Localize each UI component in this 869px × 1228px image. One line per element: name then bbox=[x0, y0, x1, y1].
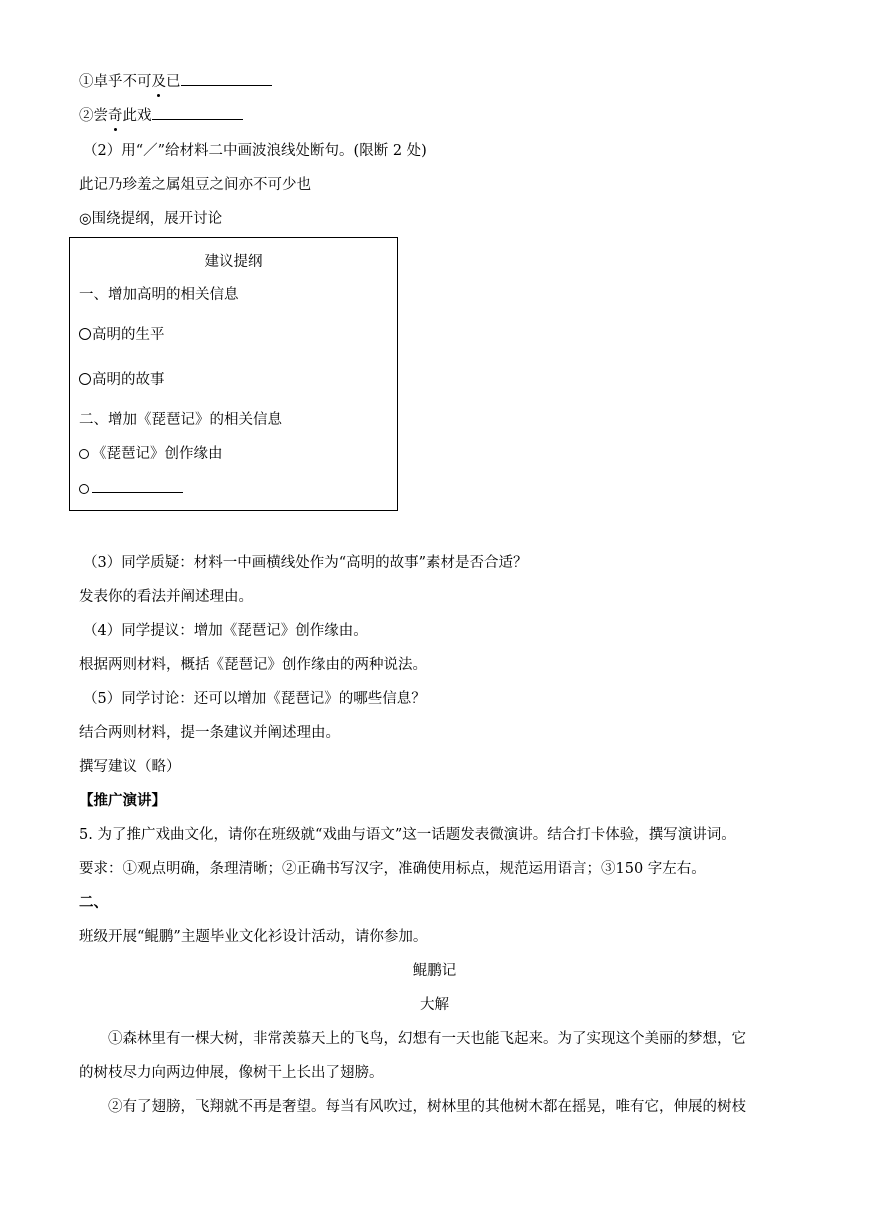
vocab-item-2-pre: ②尝 bbox=[79, 108, 108, 124]
emphasis-dot-char: 奇 bbox=[108, 108, 123, 124]
activity-intro: 班级开展“鲲鹏”主题毕业文化衫设计活动，请你参加。 bbox=[79, 929, 428, 945]
outline-item-1-label: 高明的生平 bbox=[92, 327, 165, 343]
question-5-task: 结合两则材料，提一条建议并阐述理由。 bbox=[79, 725, 340, 741]
promo-heading: 【推广演讲】 bbox=[79, 792, 166, 809]
vocab-item-1-post: 已 bbox=[166, 74, 181, 90]
question-2-prompt: （2）用“／”给材料二中画波浪线处断句。(限断 2 处) bbox=[83, 143, 427, 159]
answer-blank[interactable] bbox=[152, 105, 243, 120]
answer-blank[interactable] bbox=[92, 478, 183, 493]
story-author: 大解 bbox=[420, 997, 449, 1013]
vocab-item-1-pre: ①卓乎不可 bbox=[79, 74, 152, 90]
vocab-item-1 bbox=[79, 71, 272, 92]
outline-item-3-label: 《琵琶记》创作缘由 bbox=[92, 446, 223, 462]
outline-item-2-label: 高明的故事 bbox=[92, 372, 165, 388]
story-paragraph-1-line-1: ①森林里有一棵大树，非常羡慕天上的飞鸟，幻想有一天也能飞起来。为了实现这个美丽的梦想，它 bbox=[108, 1031, 746, 1047]
outline-item-4 bbox=[79, 478, 183, 499]
discuss-heading: ◎围绕提纲，展开讨论 bbox=[79, 211, 223, 227]
outline-item-1 bbox=[79, 325, 165, 345]
question-5-main-line-2: 要求：①观点明确，条理清晰；②正确书写汉字，准确使用标点，规范运用语言；③150 字左右。 bbox=[79, 861, 706, 877]
outline-section-1: 一、增加高明的相关信息 bbox=[79, 287, 239, 303]
story-paragraph-1-line-2: 的树枝尽力向两边伸展，像树干上长出了翅膀。 bbox=[79, 1065, 384, 1081]
question-3-task: 发表你的看法并阐述理由。 bbox=[79, 589, 253, 605]
question-2-sentence: 此记乃珍羞之属俎豆之间亦不可少也 bbox=[79, 177, 311, 193]
vocab-item-2-post: 此戏 bbox=[122, 108, 152, 124]
vocab-item-2 bbox=[79, 105, 243, 126]
question-5-prompt: （5）同学讨论：还可以增加《琵琶记》的哪些信息？ bbox=[83, 691, 426, 707]
question-4-prompt: （4）同学提议：增加《琵琶记》创作缘由。 bbox=[83, 623, 368, 639]
outline-box bbox=[69, 237, 398, 511]
circle-bullet-icon bbox=[79, 484, 89, 494]
outline-item-2 bbox=[79, 370, 165, 390]
question-3-prompt: （3）同学质疑：材料一中画横线处作为“高明的故事”素材是否合适？ bbox=[83, 555, 528, 571]
circle-bullet-icon bbox=[79, 328, 91, 340]
question-4-task: 根据两则材料，概括《琵琶记》创作缘由的两种说法。 bbox=[79, 657, 427, 673]
circle-bullet-icon bbox=[79, 449, 89, 459]
outline-item-3 bbox=[79, 444, 223, 464]
answer-blank[interactable] bbox=[181, 71, 272, 86]
story-title: 鲲鹏记 bbox=[412, 963, 457, 979]
write-suggestion: 撰写建议（略） bbox=[79, 759, 181, 775]
emphasis-dot-char: 及 bbox=[151, 74, 166, 90]
circle-bullet-icon bbox=[79, 373, 91, 385]
outline-title: 建议提纲 bbox=[204, 254, 263, 270]
story-paragraph-2-line-1: ②有了翅膀，飞翔就不再是奢望。每当有风吹过，树林里的其他树木都在摇晃，唯有它，伸展的树枝 bbox=[108, 1099, 746, 1115]
section-two-heading: 二、 bbox=[79, 894, 108, 911]
question-5-main-line-1: 5. 为了推广戏曲文化，请你在班级就“戏曲与语文”这一话题发表微演讲。结合打卡体验，撰写演讲词。 bbox=[79, 827, 736, 843]
outline-section-2: 二、增加《琵琶记》的相关信息 bbox=[79, 412, 282, 428]
